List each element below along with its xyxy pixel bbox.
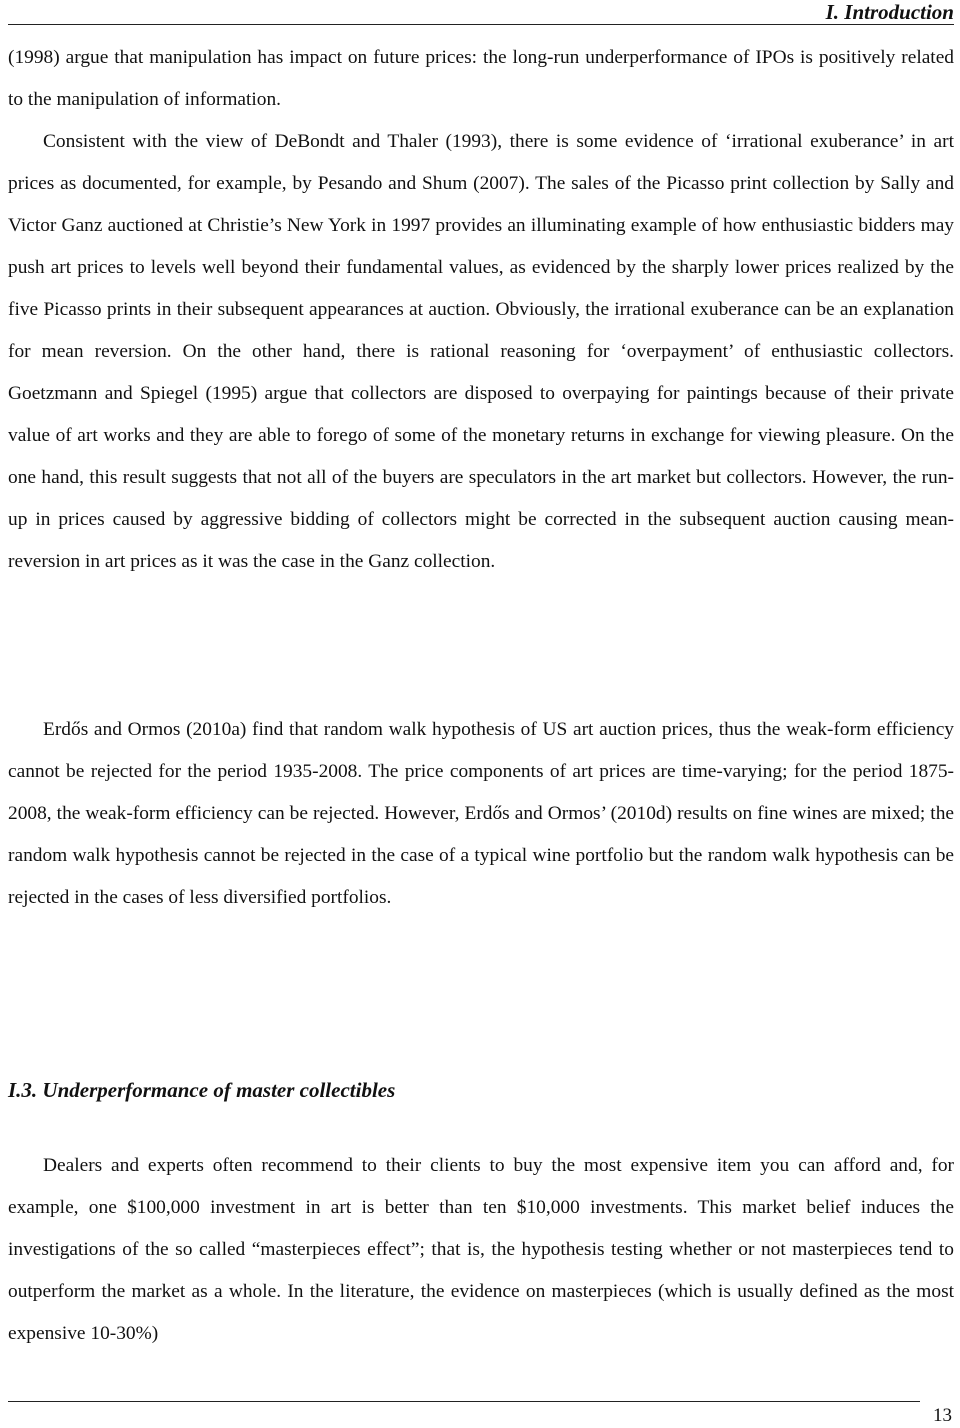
paragraph-continuation: (1998) argue that manipulation has impact on future prices: the long-run underperformance of IPOs is positively related to the manipulation of information.	[8, 47, 954, 110]
section-heading: I.3. Underperformance of master collectibles	[8, 1078, 396, 1102]
page-number: 13	[933, 1405, 952, 1426]
paragraph-erdos-ormos: Erdős and Ormos (2010a) find that random walk hypothesis of US art auction prices, thus the weak-form efficiency cannot be rejected for the period 1935-2008. The price components of art prices are time-varying; for the period 1875-2008, the weak-form efficiency can be rejected. However, Erdős and Ormos’ (2010d) results on fine wines are mixed; the random walk hypothesis cannot be rejected in the case of a typical wine portfolio but the random walk hypothesis can be rejected in the cases of less diversified portfolios.	[8, 719, 954, 908]
text-block-middle	[8, 709, 954, 919]
text-block-lower	[8, 1145, 954, 1355]
paragraph-masterpieces: Dealers and experts often recommend to their clients to buy the most expensive item you can afford and, for example, one $100,000 investment in art is better than ten $10,000 investments. This market belief induces the investigations of the so called “masterpieces effect”; that is, the hypothesis testing whether or not masterpieces tend to outperform the market as a whole. In the literature, the evidence on masterpieces (which is usually defined as the most expensive 10-30%)	[8, 1155, 954, 1344]
text-block-upper	[8, 37, 954, 583]
footer-rule	[8, 1401, 920, 1402]
paragraph-irrational-exuberance: Consistent with the view of DeBondt and Thaler (1993), there is some evidence of ‘irrational exuberance’ in art prices as documented, for example, by Pesando and Shum (2007). The sales of the Picasso print collection by Sally and Victor Ganz auctioned at Christie’s New York in 1997 provides an illuminating example of how enthusiastic bidders may push art prices to levels well beyond their fundamental values, as evidenced by the sharply lower prices realized by the five Picasso prints in their subsequent appearances at auction. Obviously, the irrational exuberance can be an explanation for mean reversion. On the other hand, there is rational reasoning for ‘overpayment’ of enthusiastic collectors. Goetzmann and Spiegel (1995) argue that collectors are disposed to overpaying for paintings because of their private value of art works and they are able to forego of some of the monetary returns in exchange for viewing pleasure. On the one hand, this result suggests that not all of the buyers are speculators in the art market but collectors. However, the run-up in prices caused by aggressive bidding of collectors might be corrected in the subsequent auction causing mean-reversion in art prices as it was the case in the Ganz collection.	[8, 131, 954, 572]
running-header: I. Introduction	[8, 0, 954, 25]
